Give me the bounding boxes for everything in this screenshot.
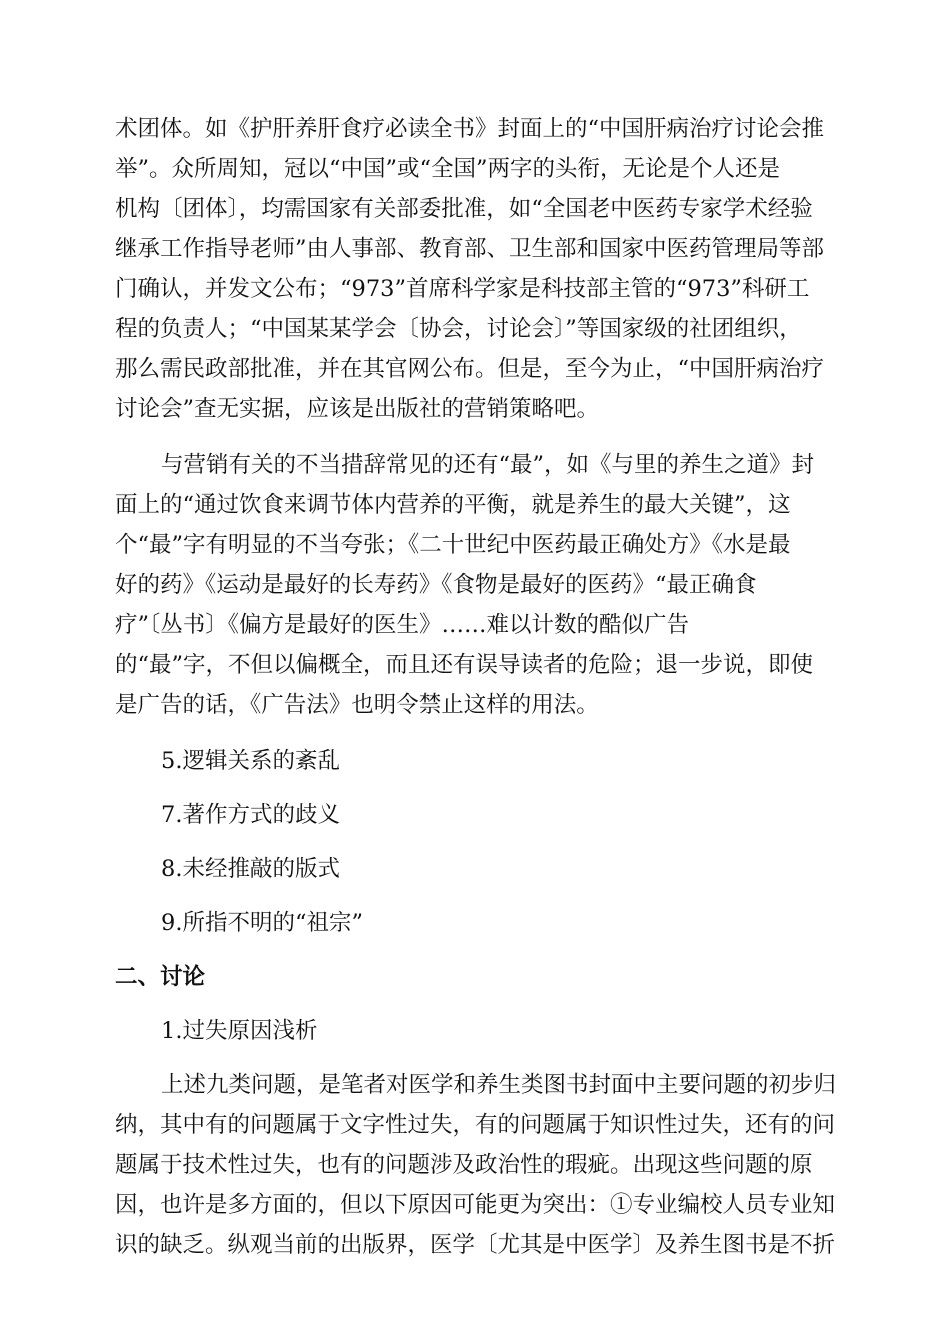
text-line: 与营销有关的不当措辞常见的还有“最”，如《与里的养生之道》封: [161, 452, 815, 478]
text-line: 疗”〔丛书〕《偏方是最好的医生》……难以计数的酷似广告: [115, 612, 690, 638]
text-line: 面上的“通过饮食来调节体内营养的平衡，就是养生的最大关键”，这: [115, 492, 791, 518]
text-line: 讨论会”查无实据，应该是出版社的营销策略吧。: [115, 396, 600, 422]
text-line: 举”。众所周知，冠以“中国”或“全国”两字的头衔，无论是个人还是: [115, 156, 781, 182]
text-line: 上述九类问题，是笔者对医学和养生类图书封面中主要问题的初步归: [161, 1072, 837, 1098]
section-heading: 二、讨论: [115, 964, 206, 990]
text-line: 识的缺乏。纵观当前的出版界，医学〔尤其是中医学〕及养生图书是不折: [115, 1232, 836, 1258]
text-line: 术团体。如《护肝养肝食疗必读全书》封面上的“中国肝病治疗讨论会推: [115, 116, 825, 142]
list-item: 8.未经推敲的版式: [161, 856, 340, 882]
text-line: 因，也许是多方面的，但以下原因可能更为突出：①专业编校人员专业知: [115, 1192, 836, 1218]
list-item: 7.著作方式的歧义: [161, 802, 340, 828]
list-item: 5.逻辑关系的紊乱: [161, 748, 340, 774]
text-line: 好的药》《运动是最好的长寿药》《食物是最好的医药》“最正确食: [115, 572, 757, 598]
text-line: 继承工作指导老师”由人事部、教育部、卫生部和国家中医药管理局等部: [115, 236, 825, 262]
subsection-heading: 1.过失原因浅析: [161, 1018, 318, 1044]
text-line: 机构〔团体〕，均需国家有关部委批准，如“全国老中医药专家学术经验: [115, 196, 813, 222]
text-line: 那么需民政部批准，并在其官网公布。但是，至今为止，“中国肝病治疗: [115, 356, 825, 382]
list-item: 9.所指不明的“祖宗”: [161, 910, 363, 936]
text-line: 的“最”字，不但以偏概全，而且还有误导读者的危险；退一步说，即使: [115, 652, 814, 678]
text-line: 程的负责人；“中国某某学会〔协会，讨论会〕”等国家级的社团组织，: [115, 316, 802, 342]
text-line: 纳，其中有的问题属于文字性过失，有的问题属于知识性过失，还有的问: [115, 1112, 836, 1138]
text-line: 是广告的话，《广告法》也明令禁止这样的用法。: [115, 692, 599, 718]
text-line: 个“最”字有明显的不当夸张；《二十世纪中医药最正确处方》《水是最: [115, 532, 791, 558]
text-line: 门确认，并发文公布；“973”首席科学家是科技部主管的“973”科研工: [115, 276, 810, 302]
text-line: 题属于技术性过失，也有的问题涉及政治性的瑕疵。出现这些问题的原: [115, 1152, 813, 1178]
